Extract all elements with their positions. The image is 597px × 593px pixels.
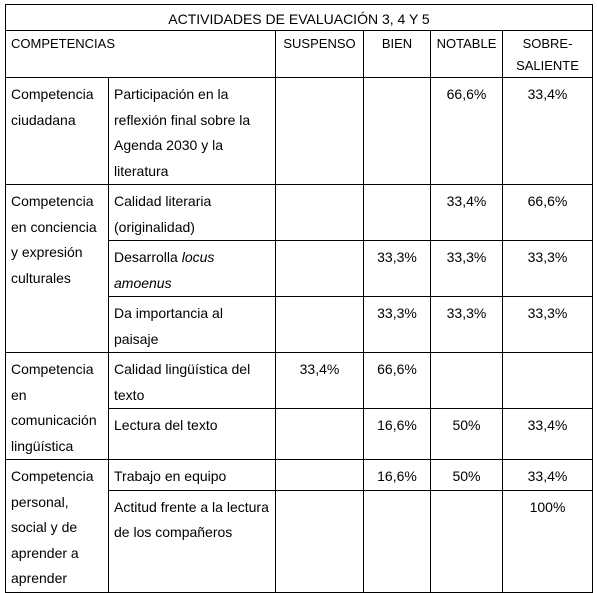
- sobresaliente-cell: [503, 353, 593, 409]
- activity-cell: [109, 241, 276, 297]
- suspenso-cell: 33,4%: [276, 353, 364, 409]
- activity-cell: Calidad lingüística del texto: [109, 353, 276, 409]
- bien-cell: 33,3%: [364, 241, 431, 297]
- activity-cell: Da importancia al paisaje: [109, 297, 276, 353]
- activity-cell: Lectura del texto: [109, 409, 276, 460]
- table-row: [6, 460, 593, 491]
- notable-cell: 33,4%: [431, 185, 503, 241]
- activity-cell: Actitud frente a la lectura de los compañeros: [109, 490, 276, 592]
- suspenso-cell: [276, 185, 364, 241]
- sobresaliente-cell: 100%: [503, 490, 593, 592]
- bien-cell: 33,3%: [364, 297, 431, 353]
- competence-cell: Competencia personal, social y de aprender a aprender: [6, 460, 109, 593]
- evaluation-table: [5, 4, 593, 593]
- notable-cell: 50%: [431, 409, 503, 460]
- bien-cell: [364, 185, 431, 241]
- notable-cell: 50%: [431, 460, 503, 491]
- bien-cell: 66,6%: [364, 353, 431, 409]
- suspenso-cell: [276, 297, 364, 353]
- header-sobresaliente-line1: SOBRE-: [522, 36, 573, 51]
- activity-cell: Calidad literaria (originalidad): [109, 185, 276, 241]
- sobresaliente-cell: 33,4%: [503, 409, 593, 460]
- notable-cell: 33,3%: [431, 241, 503, 297]
- header-bien: BIEN: [364, 31, 431, 78]
- suspenso-cell: [276, 409, 364, 460]
- header-competencias: COMPETENCIAS: [6, 31, 276, 78]
- header-sobresaliente: [503, 31, 593, 78]
- notable-cell: 66,6%: [431, 78, 503, 185]
- bien-cell: 16,6%: [364, 409, 431, 460]
- sobresaliente-cell: 33,3%: [503, 297, 593, 353]
- sobresaliente-cell: 66,6%: [503, 185, 593, 241]
- sobresaliente-cell: 33,4%: [503, 78, 593, 185]
- bien-cell: 16,6%: [364, 460, 431, 491]
- activity-prefix: Desarrolla: [114, 249, 182, 265]
- table-row: [6, 353, 593, 409]
- activity-cell: Trabajo en equipo: [109, 460, 276, 491]
- notable-cell: [431, 490, 503, 592]
- suspenso-cell: [276, 460, 364, 491]
- header-notable: NOTABLE: [431, 31, 503, 78]
- bien-cell: [364, 78, 431, 185]
- sobresaliente-cell: 33,3%: [503, 241, 593, 297]
- suspenso-cell: [276, 78, 364, 185]
- header-sobresaliente-line2: SALIENTE: [516, 58, 579, 73]
- activity-cell: Participación en la reflexión final sobre la Agenda 2030 y la literatura: [109, 78, 276, 185]
- table-row: [6, 185, 593, 241]
- header-suspenso: SUSPENSO: [276, 31, 364, 78]
- suspenso-cell: [276, 241, 364, 297]
- competence-cell: Competencia ciudadana: [6, 78, 109, 185]
- table-row: [6, 78, 593, 185]
- bien-cell: [364, 490, 431, 592]
- competence-cell: Competencia en conciencia y expresión culturales: [6, 185, 109, 353]
- sobresaliente-cell: 33,4%: [503, 460, 593, 491]
- notable-cell: 33,3%: [431, 297, 503, 353]
- notable-cell: [431, 353, 503, 409]
- activity-italic: locus amoenus: [114, 249, 215, 291]
- competence-cell: Competencia en comunicación lingüística: [6, 353, 109, 460]
- suspenso-cell: [276, 490, 364, 592]
- table-title: ACTIVIDADES DE EVALUACIÓN 3, 4 Y 5: [6, 5, 593, 31]
